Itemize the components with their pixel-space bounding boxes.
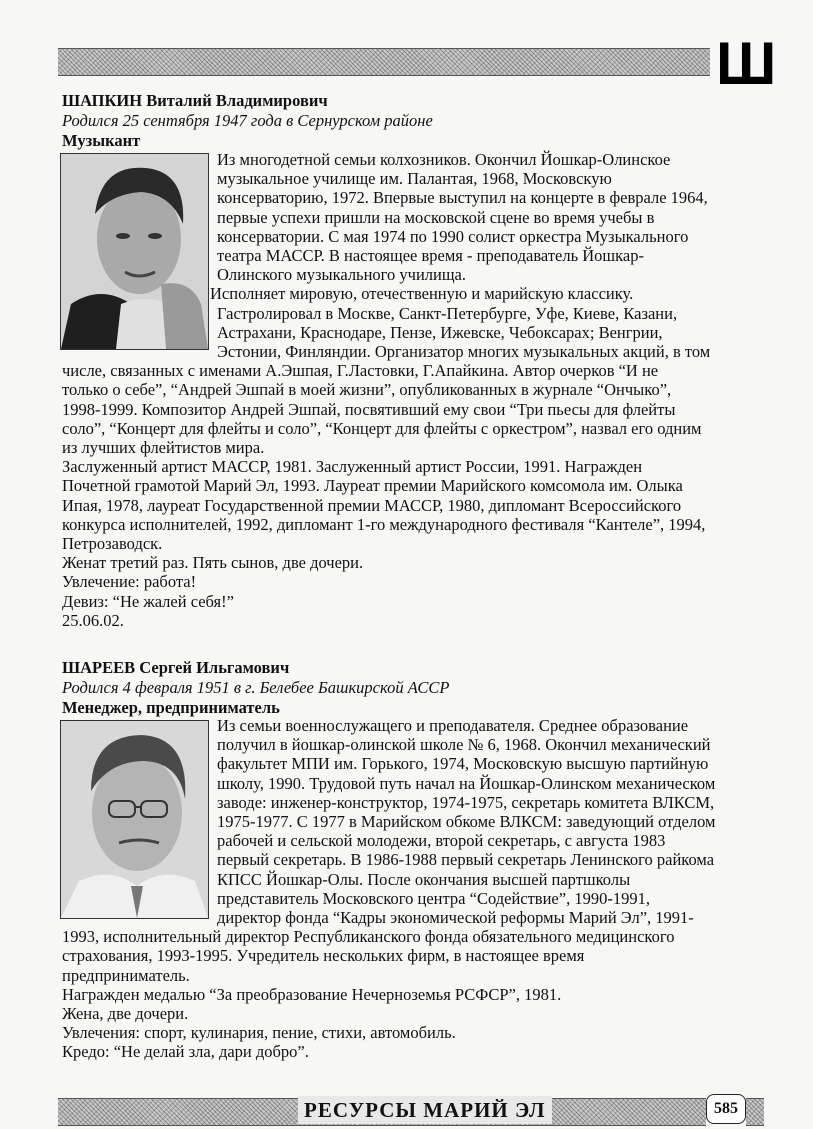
bio-line: получил в йошкар-олинской школе № 6, 1968. Окончил механический — [217, 735, 711, 755]
entry-2-bio — [62, 716, 715, 1062]
bio-line: Ипая, 1978, лауреат Государственной премии МАССР, 1980, дипломант Всероссийского — [62, 495, 682, 515]
bio-line: Астрахани, Краснодаре, Пензе, Ижевске, Чебоксарах; Венгрии, — [217, 322, 663, 342]
entry-2-name: ШАРЕЕВ Сергей Ильгамович — [62, 658, 290, 677]
bio-line: соло”, “Концерт для флейты и соло”, “Концерт для флейты с оркестром”, назвал его одним — [62, 418, 702, 438]
bio-line: Эстонии, Финляндии. Организатор многих музыкальных акций, в том — [217, 342, 711, 362]
entry-2-profession: Менеджер, предприниматель — [62, 698, 280, 717]
bio-line: конкурса исполнителей, 1992, дипломант 1-го международного фестиваля “Кантеле”, 1994, — [62, 514, 706, 534]
bio-line: музыкальное училище им. Палантая, 1968, Московскую — [217, 169, 612, 189]
bio-line: первый секретарь. В 1986-1988 первый секретарь Ленинского райкома — [217, 850, 715, 870]
bio-line: Девиз: “Не жалей себя!” — [62, 591, 234, 611]
footer-decorative-band-end — [746, 1098, 764, 1126]
bio-line: 1993, исполнительный директор Республиканского фонда обязательного медицинского — [62, 927, 675, 947]
bio-line: консерваторию, 1972. Впервые выступил на концерте в феврале 1964, — [217, 188, 708, 208]
bio-line: консерватории. С мая 1974 по 1990 солист оркестра Музыкального — [217, 226, 689, 246]
entry-1-bio — [62, 150, 710, 630]
bio-line: Из многодетной семьи колхозников. Окончил Йошкар-Олинское — [217, 150, 671, 169]
bio-line: Из семьи военнослужащего и преподавателя. Среднее образование — [217, 716, 689, 735]
bio-line: Увлечения: спорт, кулинария, пение, стихи, автомобиль. — [62, 1023, 456, 1043]
entry-1-name: ШАПКИН Виталий Владимирович — [62, 91, 328, 110]
bio-line: Исполняет мировую, отечественную и марийскую классику. — [210, 284, 634, 304]
bio-line: числе, связанных с именами А.Эшпая, Г.Ластовки, Г.Апайкина. Автор очерков “И не — [62, 361, 659, 381]
bio-line: 1998-1999. Композитор Андрей Эшпай, посвятивший ему свои “Три пьесы для флейты — [62, 399, 676, 419]
bio-line: Увлечение: работа! — [62, 572, 197, 592]
entry-2-birth: Родился 4 февраля 1951 в г. Белебее Башкирской АССР — [62, 678, 450, 697]
bio-line: Олинского музыкального училища. — [217, 265, 466, 285]
bio-line: Гастролировал в Москве, Санкт-Петербурге, Уфе, Киеве, Казани, — [217, 303, 678, 323]
bio-line: Жена, две дочери. — [62, 1004, 189, 1024]
bio-line: страхования, 1993-1995. Учредитель нескольких фирм, в настоящее время — [62, 946, 585, 966]
footer-title: РЕСУРСЫ МАРИЙ ЭЛ — [298, 1096, 552, 1124]
page-number: 585 — [706, 1094, 746, 1124]
bio-line: директор фонда “Кадры экономической реформы Марий Эл”, 1991- — [217, 908, 694, 928]
bio-line: первые успехи пришли на московской сцене во время учебы в — [217, 207, 655, 227]
bio-line: театра МАССР. В настоящее время - преподаватель Йошкар- — [217, 246, 644, 266]
bio-line: Заслуженный артист МАССР, 1981. Заслуженный артист России, 1991. Награжден — [62, 457, 643, 477]
bio-line: Кредо: “Не делай зла, дари добро”. — [62, 1042, 309, 1062]
bio-line: только о себе”, “Андрей Эшпай в моей жизни”, опубликованных в журнале “Ончыко”, — [62, 380, 672, 400]
bio-line: Петрозаводск. — [62, 534, 163, 554]
bio-line: из лучших флейтистов мира. — [62, 438, 265, 458]
bio-line: 25.06.02. — [62, 610, 124, 630]
entry-1-profession: Музыкант — [62, 131, 141, 150]
bio-line: заводе: инженер-конструктор, 1974-1975, секретарь комитета ВЛКСМ, — [217, 792, 715, 812]
header-decorative-band — [58, 48, 710, 76]
bio-line: Женат третий раз. Пять сынов, две дочери. — [62, 553, 364, 573]
bio-line: школу, 1990. Трудовой путь начал на Йошкар-Олинском механическом — [217, 773, 716, 793]
entry-1-birth: Родился 25 сентября 1947 года в Сернурском районе — [62, 111, 433, 130]
section-letter: Ш — [716, 30, 777, 97]
bio-line: Награжден медалью “За преобразование Нечерноземья РСФСР”, 1981. — [62, 984, 562, 1004]
bio-line: рабочей и сельской молодежи, второй секретарь, с августа 1983 — [217, 831, 666, 851]
bio-line: КПСС Йошкар-Олы. После окончания высшей партшколы — [217, 869, 631, 889]
bio-line: факультет МПИ им. Горького, 1974, Московскую высшую партийную — [217, 754, 709, 774]
bio-line: предприниматель. — [62, 965, 190, 985]
bio-line: 1975-1977. С 1977 в Марийском обкоме ВЛКСМ: заведующий отделом — [217, 812, 716, 832]
bio-line: представитель Московского центра “Содействие”, 1990-1991, — [217, 888, 650, 908]
bio-line: Почетной грамотой Марий Эл, 1993. Лауреат премии Марийского комсомола им. Олыка — [62, 476, 683, 496]
